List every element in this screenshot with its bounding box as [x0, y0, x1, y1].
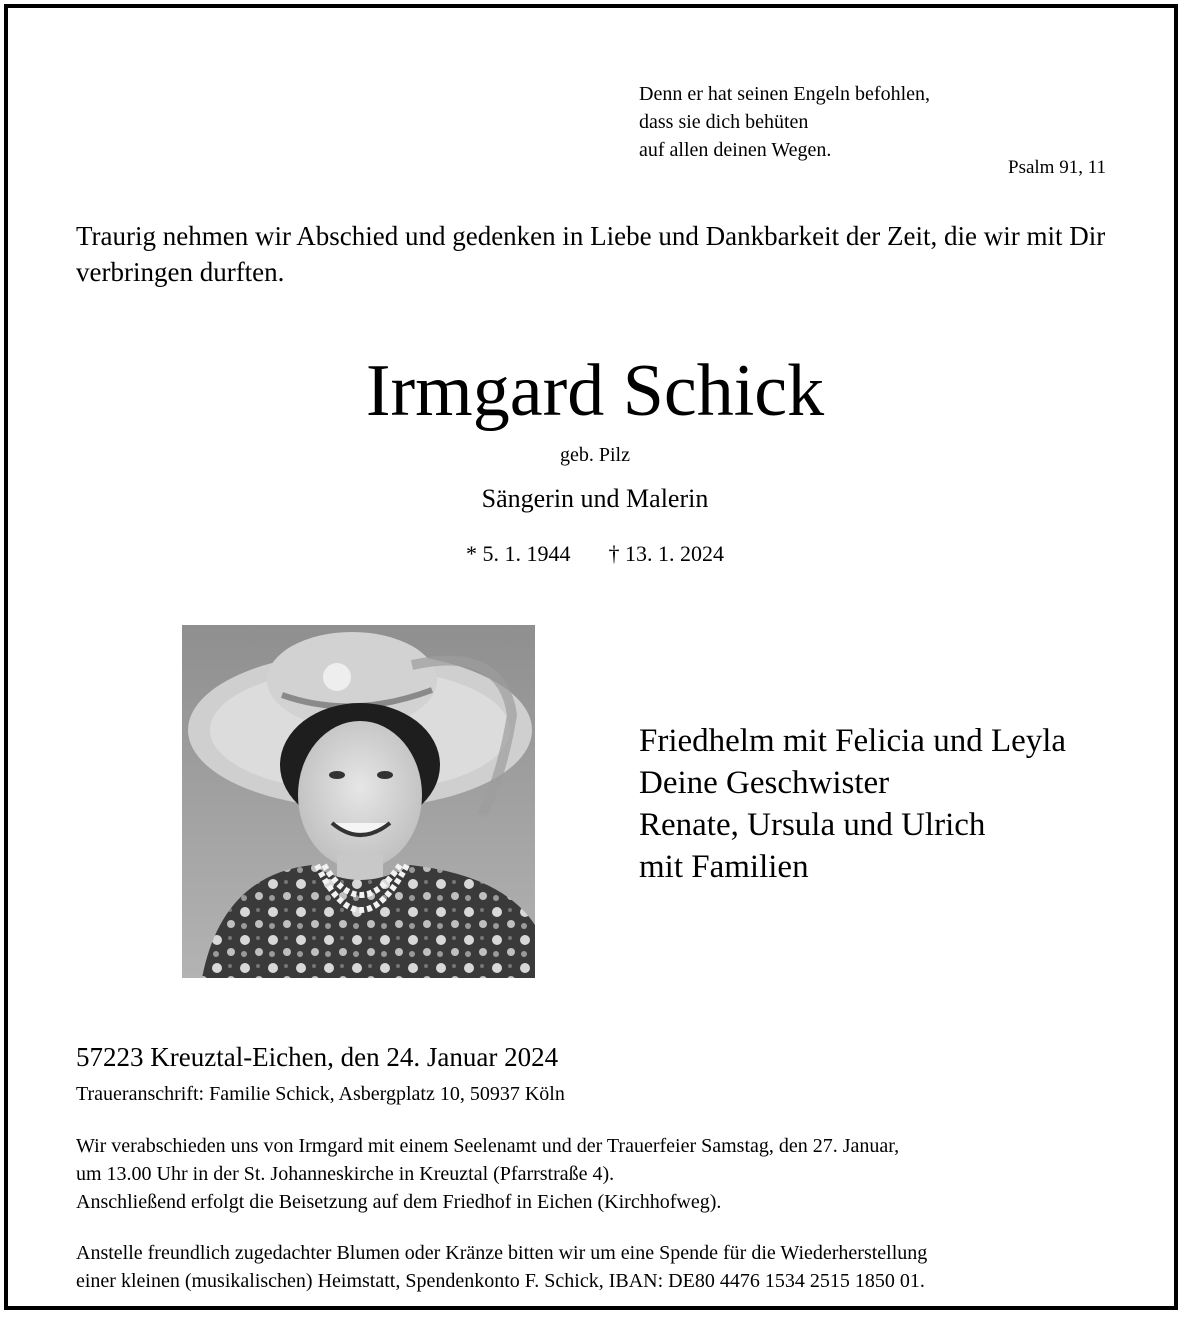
mourner-line: Renate, Ursula und Ulrich — [639, 807, 986, 843]
deceased-name: Irmgard Schick — [365, 350, 825, 432]
mourners-list — [639, 720, 1066, 888]
donation-line: Anstelle freundlich zugedachter Blumen oder Kränze bitten wir um eine Spende für die Wiederherstellung — [76, 1242, 928, 1264]
mourner-line: Friedhelm mit Felicia und Leyla — [639, 723, 1067, 759]
psalm-line: Denn er hat seinen Engeln befohlen, — [639, 83, 931, 105]
ceremony-info — [76, 1132, 899, 1216]
profession: Sängerin und Malerin — [481, 484, 709, 513]
psalm-line: auf allen deinen Wegen. — [639, 139, 832, 161]
mourner-line: mit Familien — [639, 849, 809, 885]
mourning-address: Traueranschrift: Familie Schick, Asbergplatz 10, 50937 Köln — [76, 1083, 565, 1105]
donation-info — [76, 1239, 927, 1295]
place-date: 57223 Kreuztal-Eichen, den 24. Januar 2024 — [76, 1042, 559, 1072]
psalm-line: dass sie dich behüten — [639, 111, 809, 133]
portrait-image — [182, 625, 535, 978]
donation-line: einer kleinen (musikalischen) Heimstatt, Spendenkonto F. Schick, IBAN: DE80 4476 1534 2515 1850 01. — [76, 1270, 925, 1292]
maiden-name: geb. Pilz — [560, 444, 630, 466]
psalm-reference: Psalm 91, 11 — [1008, 157, 1106, 178]
ceremony-line: Anschließend erfolgt die Beisetzung auf dem Friedhof in Eichen (Kirchhofweg). — [76, 1191, 722, 1213]
ceremony-line: Wir verabschieden uns von Irmgard mit einem Seelenamt und der Trauerfeier Samstag, den 27. Januar, — [76, 1135, 900, 1157]
life-dates — [8, 541, 1182, 567]
death-date: † 13. 1. 2024 — [608, 541, 724, 566]
ceremony-line: um 13.00 Uhr in der St. Johanneskirche in Kreuztal (Pfarrstraße 4). — [76, 1163, 615, 1185]
mourner-line: Deine Geschwister — [639, 765, 890, 801]
intro-text: Traurig nehmen wir Abschied und gedenken in Liebe und Dankbarkeit der Zeit, die wir mit Dir verbringen durften. — [76, 221, 1106, 287]
portrait-photo — [182, 625, 535, 978]
obituary-frame — [4, 4, 1178, 1310]
psalm-quote — [639, 80, 930, 164]
birth-date: * 5. 1. 1944 — [466, 541, 571, 566]
